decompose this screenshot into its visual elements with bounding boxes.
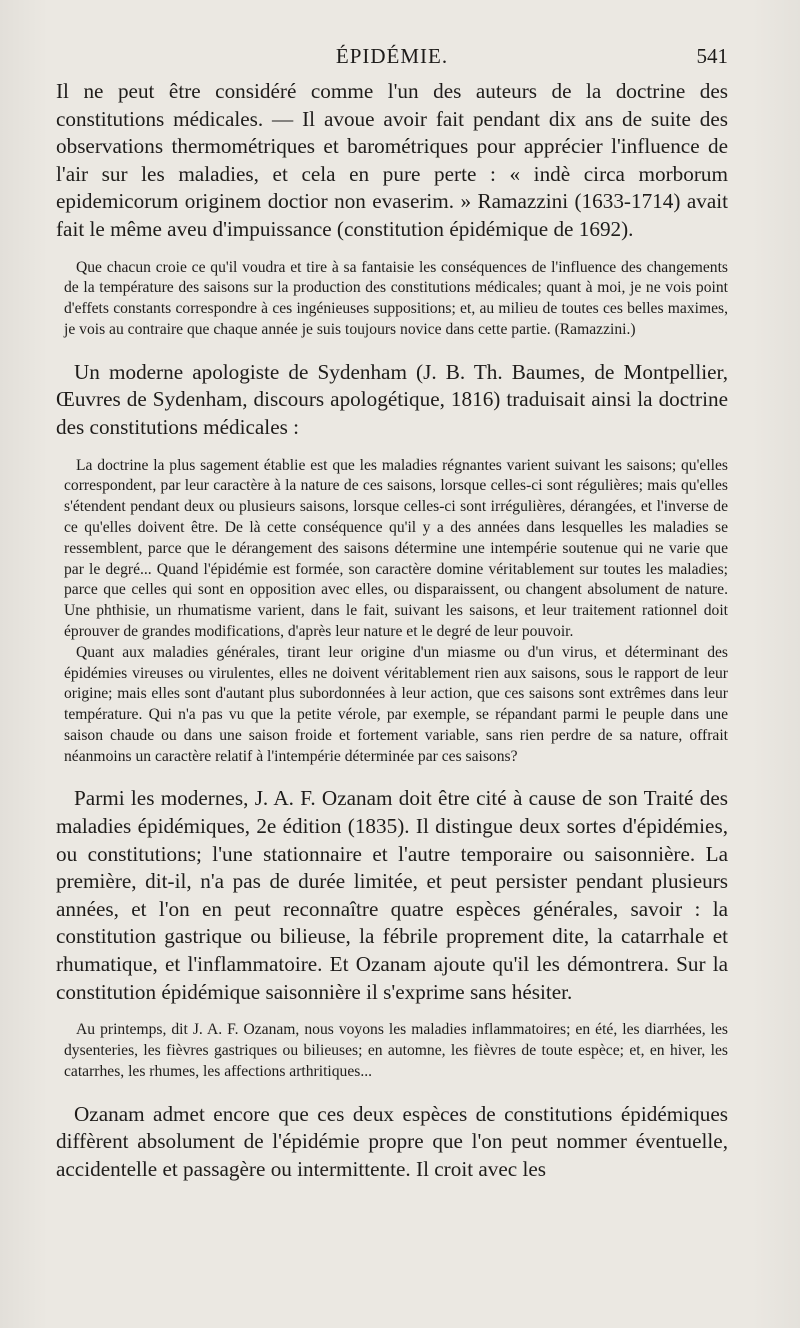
body-paragraph-2: Un moderne apologiste de Sydenham (J. B. Th. Baumes, de Montpellier, Œuvres de Sydenham, discours apologétique, 1816) traduisait ainsi la doctrine des constitutions médicales : xyxy=(56,359,728,439)
body-paragraph-3: Parmi les modernes, J. A. F. Ozanam doit être cité à cause de son Traité des maladies épidémiques, 2e édition (1835). Il distingue deux sortes d'épidémies, ou constitutions; l'une stationnaire et l'autre temporaire ou saisonnière. La première, dit-il, n'a pas de durée limitée, et peut persister pendant plusieurs années, et l'on en peut reconnaître quatre espèces générales, savoir : la constitution gastrique ou bilieuse, la fébrile proprement dite, la catarrhale et rhumatique, et l'inflammatoire. Et Ozanam ajoute qu'il les démontrera. Sur la constitution épidémique saisonnière il s'exprime sans hésiter. xyxy=(56,786,728,1004)
page-number: 541 xyxy=(696,44,728,68)
body-paragraph-4: Ozanam admet encore que ces deux espèces de constitutions épidémiques diffèrent absolument de l'épidémie propre que l'on peut nommer éventuelle, accidentelle et passagère ou intermittente. Il croit avec les xyxy=(56,1101,728,1181)
page-content xyxy=(56,78,728,1183)
quote-ozanam: Au printemps, dit J. A. F. Ozanam, nous voyons les maladies inflammatoires; en été, les diarrhées, les dysenteries, les fièvres gastriques ou bilieuses; en automne, les fièvres de toute espèce; et, en hiver, les catarrhes, les rhumes, les affections arthritiques... xyxy=(64,1021,728,1080)
quote-ramazzini: Que chacun croie ce qu'il voudra et tire à sa fantaisie les conséquences de l'influence des changements de la température des saisons sur la production des constitutions médicales; quant à moi, je ne vois point d'effets constants correspondre à ces ingénieuses suppositions; et, au milieu de toutes ces belles maximes, je vois au contraire que chaque année je suis toujours novice dans cette partie. (Ramazzini.) xyxy=(64,258,728,338)
body-paragraph-1: Il ne peut être considéré comme l'un des auteurs de la doctrine des constitutions médicales. — Il avoue avoir fait pendant dix ans de suite des observations thermométriques et barométriques pour apprécier l'influence de l'air sur les maladies, et cela en pure perte : « indè circa morborum epidemicorum originem doctior non evaserim. » Ramazzini (1633-1714) avait fait le même aveu d'impuissance (constitution épidémique de 1692). xyxy=(56,79,728,241)
quote-baumes-1: La doctrine la plus sagement établie est que les maladies régnantes varient suivant les saisons; qu'elles correspondent, par leur caractère à la nature de ces saisons, lorsque celles-ci sont régulières; mais qu'elles s'étendent pendant deux ou plusieurs saisons, lorsque celles-ci sont irrégulières, dérangées, et l'inverse de ce qu'elles doivent être. De là cette conséquence qu'il y a des années dans lesquelles les maladies se ressemblent, parce que le dérangement des saisons détermine une intempérie soutenue qui ne varie que par le degré... Quand l'épidémie est formée, son caractère domine véritablement sur toutes les maladies; parce que celles qui sont en opposition avec elles, ou disparaissent, ou changent absolument de nature. Une phthisie, un rhumatisme varient, dans le fait, suivant les saisons, et leur traitement rationnel doit éprouver de grandes modifications, d'après leur nature et le degré de leur pouvoir. xyxy=(64,456,728,640)
quote-baumes-2: Quant aux maladies générales, tirant leur origine d'un miasme ou d'un virus, et déterminant des épidémies vireuses ou virulentes, elles ne doivent véritablement rien aux saisons, sous le rapport de leur origine; mais elles sont d'autant plus subordonnées à leur action, que ces saisons sont extrêmes dans leur température. Qui n'a pas vu que la petite vérole, par exemple, se répandant parmi le peuple dans une saison chaude ou dans une saison froide et fortement variable, sans rien perdre de sa nature, offrait néanmoins un caractère relatif à l'intempérie déterminée par ces saisons? xyxy=(64,643,728,765)
running-header xyxy=(56,44,728,74)
running-title: ÉPIDÉMIE. xyxy=(335,44,449,68)
